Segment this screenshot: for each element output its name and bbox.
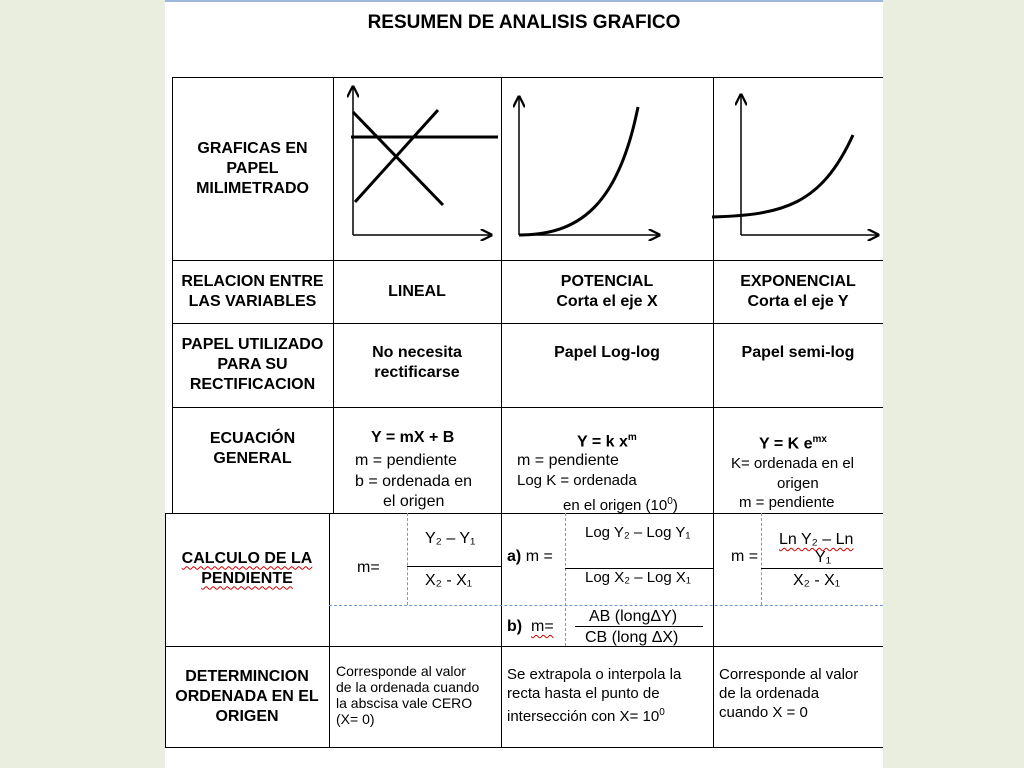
exponencial-graph <box>712 95 878 235</box>
power-curve <box>519 107 638 235</box>
relacion-exponencial: EXPONENCIAL Corta el eje Y <box>740 272 856 310</box>
page-title: RESUMEN DE ANALISIS GRAFICO <box>367 12 681 33</box>
dashed-line <box>761 513 762 605</box>
ecuacion-potencial-line2: Log K = ordenada <box>517 472 637 489</box>
grid-line <box>165 747 883 748</box>
calculo-potencial-a: a) m = <box>507 548 553 565</box>
calculo-lineal-m: m= <box>357 559 380 576</box>
calculo-exponencial-numerator-2: Y₁ <box>815 549 832 566</box>
ecuacion-exponencial-line2: origen <box>777 475 819 492</box>
row-label-calculo: CALCULO DE LA PENDIENTE <box>181 549 313 587</box>
ecuacion-lineal-line3: el origen <box>383 493 445 510</box>
dashed-line <box>565 513 566 646</box>
determinacion-potencial: Se extrapola o interpola la recta hasta el punto de intersección con $X= 10^0$ <box>507 666 682 725</box>
papel-potencial: Papel Log-log <box>554 344 660 361</box>
calculo-potencial-a-denominator: Log X₂ – Log X₁ <box>585 569 691 586</box>
papel-lineal: No necesita rectificarse <box>372 344 462 381</box>
fraction-bar <box>407 566 501 567</box>
exponential-curve <box>712 135 853 217</box>
ecuacion-exponencial-line3: m = pendiente <box>739 494 835 511</box>
calculo-lineal-numerator: Y₂ – Y₁ <box>425 530 476 547</box>
ecuacion-lineal-formula: Y = mX + B <box>371 429 455 446</box>
dashed-line <box>329 605 883 606</box>
ecuacion-potencial-line1: m = pendiente <box>517 452 619 469</box>
calculo-exponencial-numerator: Ln Y₂ – Ln <box>779 531 854 548</box>
calculo-potencial-b-numerator: AB (longΔY) <box>589 608 678 625</box>
papel-exponencial: Papel semi-log <box>741 344 855 361</box>
row-label-ecuacion: ECUACIÓN GENERAL <box>209 430 296 467</box>
ecuacion-potencial-formula: Y = k $x^m$ <box>577 432 637 451</box>
dashed-line <box>407 513 408 605</box>
calculo-potencial-a-numerator: Log Y₂ – Log Y₁ <box>585 524 691 541</box>
grid-line <box>501 513 502 747</box>
calculo-lineal-denominator: X₂ - X₁ <box>425 572 473 589</box>
calculo-exponencial-m: m = <box>731 548 759 565</box>
row-label-graficas: GRAFICAS EN PAPEL MILIMETRADO <box>196 139 309 197</box>
calculo-potencial-b-denominator: CB (long ΔX) <box>585 629 679 646</box>
ecuacion-exponencial-line1: K= ordenada en el <box>731 455 855 472</box>
ecuacion-lineal-line2: b = ordenada en <box>355 473 472 490</box>
slide <box>165 0 883 768</box>
graficas-svg <box>333 77 883 260</box>
ecuacion-potencial-line3: en el origen $(10^0)$ <box>563 496 678 514</box>
fraction-bar <box>575 626 703 627</box>
potencial-graph <box>519 97 659 235</box>
calculo-potencial-b: b) m= <box>507 618 554 635</box>
ecuacion-lineal-line1: m = pendiente <box>355 452 457 469</box>
row-label-papel: PAPEL UTILIZADO PARA SU RECTIFICACION <box>181 336 324 393</box>
ecuacion-exponencial-formula: Y = K $e^{mx}$ <box>759 434 827 453</box>
lineal-graph <box>351 87 498 235</box>
relacion-lineal: LINEAL <box>388 282 446 300</box>
calculo-exponencial-denominator: X₂ - X₁ <box>793 572 841 589</box>
fraction-bar <box>761 568 883 569</box>
determinacion-lineal: Corresponde al valor de la ordenada cuando la abscisa vale CERO (X= 0) <box>336 663 480 727</box>
grid-line <box>713 513 714 747</box>
grid-line <box>329 513 330 747</box>
row-label-relacion: RELACION ENTRE LAS VARIABLES <box>181 272 324 310</box>
row-label-determinacion: DETERMINCION ORDENADA EN EL ORIGEN <box>175 667 319 725</box>
determinacion-exponencial: Corresponde al valor de la ordenada cuando X = 0 <box>719 666 859 721</box>
relacion-potencial: POTENCIAL Corta el eje X <box>556 272 658 310</box>
